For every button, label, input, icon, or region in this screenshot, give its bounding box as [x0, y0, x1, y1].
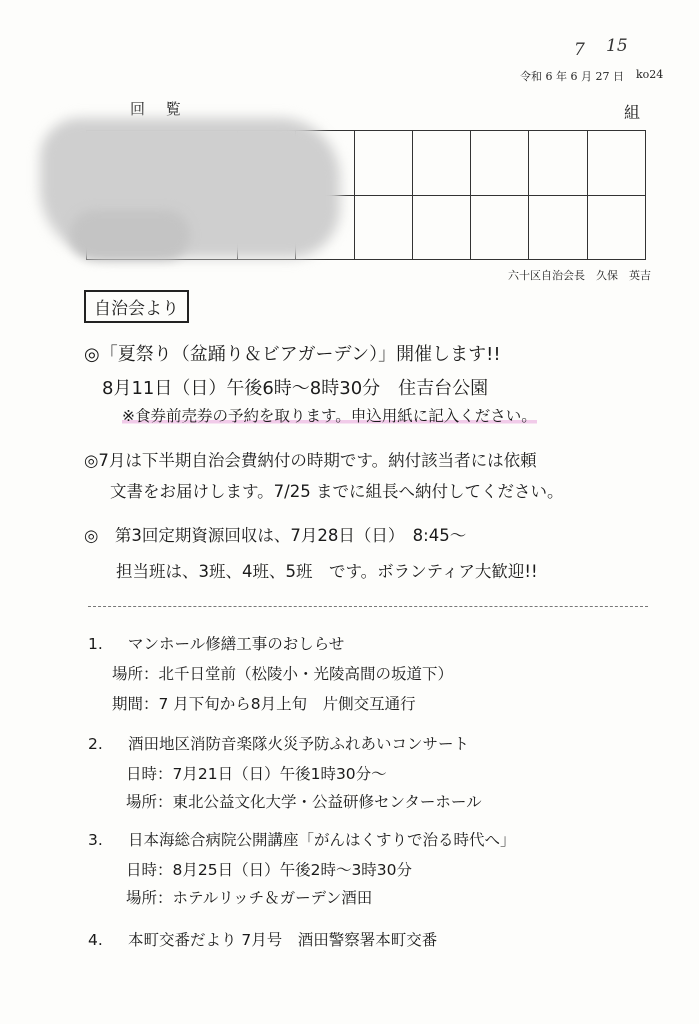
item-4-title-text: 本町交番だより 7月号 酒田警察署本町交番	[128, 931, 438, 949]
notice-3-line-1: ◎ 第3回定期資源回収は、7月28日（日） 8:45～	[84, 526, 467, 545]
item-1-title	[88, 632, 344, 654]
handwritten-day: 15	[606, 36, 628, 56]
item-2-title-text: 酒田地区消防音楽隊火災予防ふれあいコンサート	[128, 735, 470, 753]
item-3-detail-1: 日時：8月25日（日）午後2時～3時30分	[126, 861, 413, 879]
divider	[88, 606, 648, 607]
notice-1-datetime: 8月11日（日）午後6時～8時30分 住吉台公園	[102, 378, 489, 399]
item-3-title	[88, 828, 516, 850]
grid-cell	[587, 195, 645, 260]
item-3-title-text: 日本海総合病院公開講座「がんはくすりで治る時代へ」	[128, 831, 516, 849]
grid-cell	[354, 131, 412, 196]
item-2-detail-2: 場所：東北公益文化大学・公益研修センターホール	[126, 793, 482, 811]
document-code: ko24	[636, 68, 664, 81]
item-2-number: 2.	[88, 735, 103, 753]
item-1-number: 1.	[88, 635, 103, 653]
chairman-signature: 六十区自治会長 久保 英吉	[508, 269, 651, 282]
grid-cell	[412, 195, 470, 260]
item-1-detail-1: 場所：北千日堂前（松陵小・光陵高間の坂道下）	[112, 665, 454, 683]
grid-cell	[471, 131, 529, 196]
notice-1-title: ◎「夏祭り（盆踊り＆ビアガーデン）」開催します!!	[84, 344, 501, 365]
item-2-detail-1: 日時：7月21日（日）午後1時30分～	[126, 765, 387, 783]
item-3-number: 3.	[88, 831, 103, 849]
grid-cell	[529, 195, 587, 260]
item-1-title-text: マンホール修繕工事のおしらせ	[128, 635, 345, 653]
section-title-box	[84, 290, 189, 323]
grid-cell	[529, 131, 587, 196]
redacted-area-lower	[70, 210, 190, 260]
notice-2-line-1: ◎7月は下半期自治会費納付の時期です。納付該当者には依頼	[84, 451, 537, 470]
item-3-detail-2: 場所：ホテルリッチ＆ガーデン酒田	[126, 889, 373, 907]
grid-cell	[587, 131, 645, 196]
item-4-number: 4.	[88, 931, 103, 949]
notice-2-line-2: 文書をお届けします。7/25 までに組長へ納付してください。	[110, 482, 564, 501]
grid-cell	[471, 195, 529, 260]
notice-1-note	[122, 404, 537, 426]
notice-3-line-2: 担当班は、3班、4班、5班 です。ボランティア大歓迎!!	[116, 562, 538, 581]
item-1-detail-2: 期間：7 月下旬から8月上旬 片側交互通行	[112, 695, 416, 713]
handwritten-month: 7	[574, 40, 585, 60]
circulation-label: 回 覧	[130, 100, 189, 118]
issue-date: 令和 6 年 6 月 27 日	[520, 70, 624, 83]
item-4-title	[88, 928, 437, 950]
grid-cell	[412, 131, 470, 196]
notice-1-note-text: ※食券前売券の予約を取ります。申込用紙に記入ください。	[122, 407, 537, 425]
item-2-title	[88, 732, 469, 754]
grid-cell	[354, 195, 412, 260]
section-title: 自治会より	[94, 299, 179, 319]
group-label: 組	[624, 103, 641, 122]
